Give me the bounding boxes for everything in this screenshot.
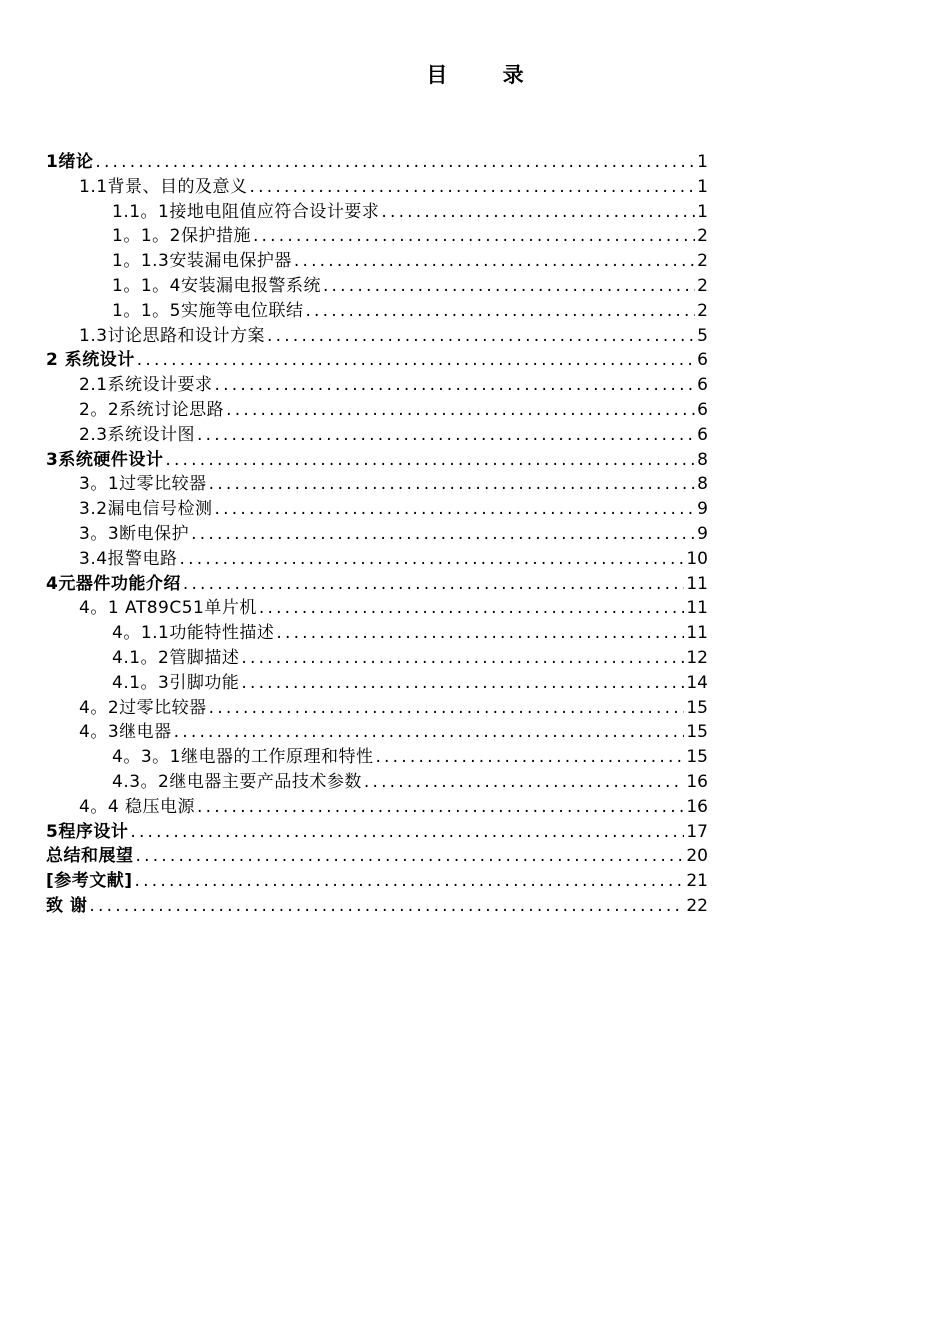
dot-leader xyxy=(364,770,685,795)
toc-entry[interactable] xyxy=(46,224,708,249)
dot-leader xyxy=(135,869,685,894)
toc-entry-page-number: 22 xyxy=(686,895,708,916)
toc-entry[interactable] xyxy=(46,646,708,671)
toc-entry-page-number: 2 xyxy=(697,226,708,247)
toc-entry-page-number: 9 xyxy=(697,499,708,520)
toc-entry-page-number: 1 xyxy=(697,152,708,172)
dot-leader xyxy=(95,150,695,175)
toc-entry-page-number: 6 xyxy=(697,350,708,371)
toc-entry[interactable] xyxy=(46,423,708,448)
toc-entry[interactable] xyxy=(46,299,708,324)
dot-leader xyxy=(197,795,684,820)
dot-leader xyxy=(183,572,685,597)
toc-entry-label: 1.1背景、目的及意义 xyxy=(79,176,248,197)
dot-leader xyxy=(180,547,685,572)
dot-leader xyxy=(259,596,684,621)
dot-leader xyxy=(130,820,684,845)
toc-entry-page-number: 2 xyxy=(697,251,708,272)
dot-leader xyxy=(276,621,684,646)
dot-leader xyxy=(197,423,695,448)
toc-entry-page-number: 15 xyxy=(686,722,708,743)
toc-entry-label: 2.1系统设计要求 xyxy=(79,375,213,396)
dot-leader xyxy=(267,324,695,349)
toc-entry-label: 4.3。2继电器主要产品技术参数 xyxy=(112,771,362,792)
toc-entry-label: 3.4报警电路 xyxy=(79,548,178,569)
toc-entry-label: 总结和展望 xyxy=(46,846,134,867)
table-of-contents xyxy=(46,150,708,919)
toc-entry-label: 1。1。2保护措施 xyxy=(112,226,251,247)
toc-entry-page-number: 5 xyxy=(697,325,708,346)
toc-entry-page-number: 1 xyxy=(697,176,708,197)
toc-entry-page-number: 14 xyxy=(686,672,708,693)
toc-entry[interactable] xyxy=(46,820,708,845)
toc-entry-label: 4。1.1功能特性描述 xyxy=(112,623,275,644)
toc-entry-page-number: 21 xyxy=(686,871,708,892)
toc-entry-label: 5程序设计 xyxy=(46,821,129,842)
toc-entry-label: 1.3讨论思路和设计方案 xyxy=(79,325,266,346)
dot-leader xyxy=(136,844,685,869)
toc-entry-label: 4。1 AT89C51单片机 xyxy=(79,598,257,619)
toc-entry[interactable] xyxy=(46,621,708,646)
toc-entry[interactable] xyxy=(46,572,708,597)
toc-entry[interactable] xyxy=(46,175,708,200)
toc-entry-page-number: 17 xyxy=(686,821,708,842)
toc-entry[interactable] xyxy=(46,844,708,869)
toc-entry[interactable] xyxy=(46,274,708,299)
toc-entry-page-number: 1 xyxy=(697,201,708,222)
toc-entry-page-number: 8 xyxy=(697,474,708,495)
dot-leader xyxy=(381,200,695,225)
dot-leader xyxy=(209,696,685,721)
toc-entry[interactable] xyxy=(46,249,708,274)
toc-entry-page-number: 15 xyxy=(686,697,708,718)
toc-entry[interactable] xyxy=(46,671,708,696)
toc-entry-page-number: 2 xyxy=(697,275,708,296)
toc-entry-page-number: 6 xyxy=(697,399,708,420)
dot-leader xyxy=(165,448,695,473)
toc-entry[interactable] xyxy=(46,894,708,919)
toc-entry-page-number: 2 xyxy=(697,300,708,321)
toc-entry-label: 1绪论 xyxy=(46,152,94,172)
toc-entry-label: 4。4 稳压电源 xyxy=(79,796,196,817)
toc-entry-page-number: 8 xyxy=(697,449,708,470)
toc-entry-page-number: 11 xyxy=(686,598,708,619)
toc-entry-label: 4。2过零比较器 xyxy=(79,697,207,718)
toc-entry[interactable] xyxy=(46,745,708,770)
toc-entry-page-number: 20 xyxy=(686,846,708,867)
toc-entry-page-number: 10 xyxy=(686,548,708,569)
dot-leader xyxy=(253,224,695,249)
toc-entry-label: 4元器件功能介绍 xyxy=(46,573,181,594)
toc-entry-label: 4。3继电器 xyxy=(79,722,172,743)
toc-entry[interactable] xyxy=(46,547,708,572)
toc-entry[interactable] xyxy=(46,448,708,473)
toc-entry-page-number: 11 xyxy=(686,573,708,594)
toc-entry[interactable] xyxy=(46,795,708,820)
toc-entry-label: 4.1。3引脚功能 xyxy=(112,672,240,693)
toc-entry-label: 致 谢 xyxy=(46,895,88,916)
toc-entry-page-number: 15 xyxy=(686,747,708,768)
toc-entry-page-number: 12 xyxy=(686,647,708,668)
toc-entry[interactable] xyxy=(46,348,708,373)
dot-leader xyxy=(250,175,696,200)
toc-entry-page-number: 16 xyxy=(686,796,708,817)
dot-leader xyxy=(375,745,684,770)
toc-entry[interactable] xyxy=(46,398,708,423)
toc-entry-label: 4。3。1继电器的工作原理和特性 xyxy=(112,747,374,768)
toc-entry[interactable] xyxy=(46,150,708,175)
toc-entry-label: 1。1。5实施等电位联结 xyxy=(112,300,304,321)
toc-entry[interactable] xyxy=(46,696,708,721)
dot-leader xyxy=(305,299,695,324)
dot-leader xyxy=(174,720,685,745)
toc-entry-page-number: 16 xyxy=(686,771,708,792)
toc-entry[interactable] xyxy=(46,373,708,398)
toc-entry[interactable] xyxy=(46,720,708,745)
toc-entry[interactable] xyxy=(46,497,708,522)
toc-entry-page-number: 6 xyxy=(697,375,708,396)
page-title: 目 录 xyxy=(426,63,548,87)
toc-entry-label: 3。1过零比较器 xyxy=(79,474,207,495)
toc-entry[interactable] xyxy=(46,472,708,497)
toc-entry-label: 3。3断电保护 xyxy=(79,523,190,544)
toc-entry[interactable] xyxy=(46,522,708,547)
dot-leader xyxy=(226,398,695,423)
dot-leader xyxy=(241,671,684,696)
dot-leader xyxy=(215,373,696,398)
toc-entry[interactable] xyxy=(46,596,708,621)
dot-leader xyxy=(215,497,696,522)
toc-entry-label: 1。1。4安装漏电报警系统 xyxy=(112,275,321,296)
toc-entry-page-number: 6 xyxy=(697,424,708,445)
toc-entry-label: 2.3系统设计图 xyxy=(79,424,196,445)
toc-entry-label: 4.1。2管脚描述 xyxy=(112,647,240,668)
toc-entry-label: 1。1.3安装漏电保护器 xyxy=(112,251,292,272)
dot-leader xyxy=(294,249,695,274)
toc-entry[interactable] xyxy=(46,324,708,349)
toc-entry[interactable] xyxy=(46,869,708,894)
toc-entry-label: 2 系统设计 xyxy=(46,350,135,371)
toc-entry-label: 3系统硬件设计 xyxy=(46,449,164,470)
dot-leader xyxy=(191,522,695,547)
dot-leader xyxy=(89,894,684,919)
toc-entry-page-number: 9 xyxy=(697,523,708,544)
dot-leader xyxy=(137,348,695,373)
dot-leader xyxy=(209,472,696,497)
toc-entry-label: 3.2漏电信号检测 xyxy=(79,499,213,520)
toc-entry-page-number: 11 xyxy=(686,623,708,644)
toc-entry[interactable] xyxy=(46,200,708,225)
toc-entry-label: 1.1。1接地电阻值应符合设计要求 xyxy=(112,201,380,222)
dot-leader xyxy=(241,646,684,671)
toc-entry-label: 2。2系统讨论思路 xyxy=(79,399,225,420)
toc-entry[interactable] xyxy=(46,770,708,795)
toc-entry-label: [参考文献] xyxy=(46,871,133,892)
dot-leader xyxy=(323,274,695,299)
